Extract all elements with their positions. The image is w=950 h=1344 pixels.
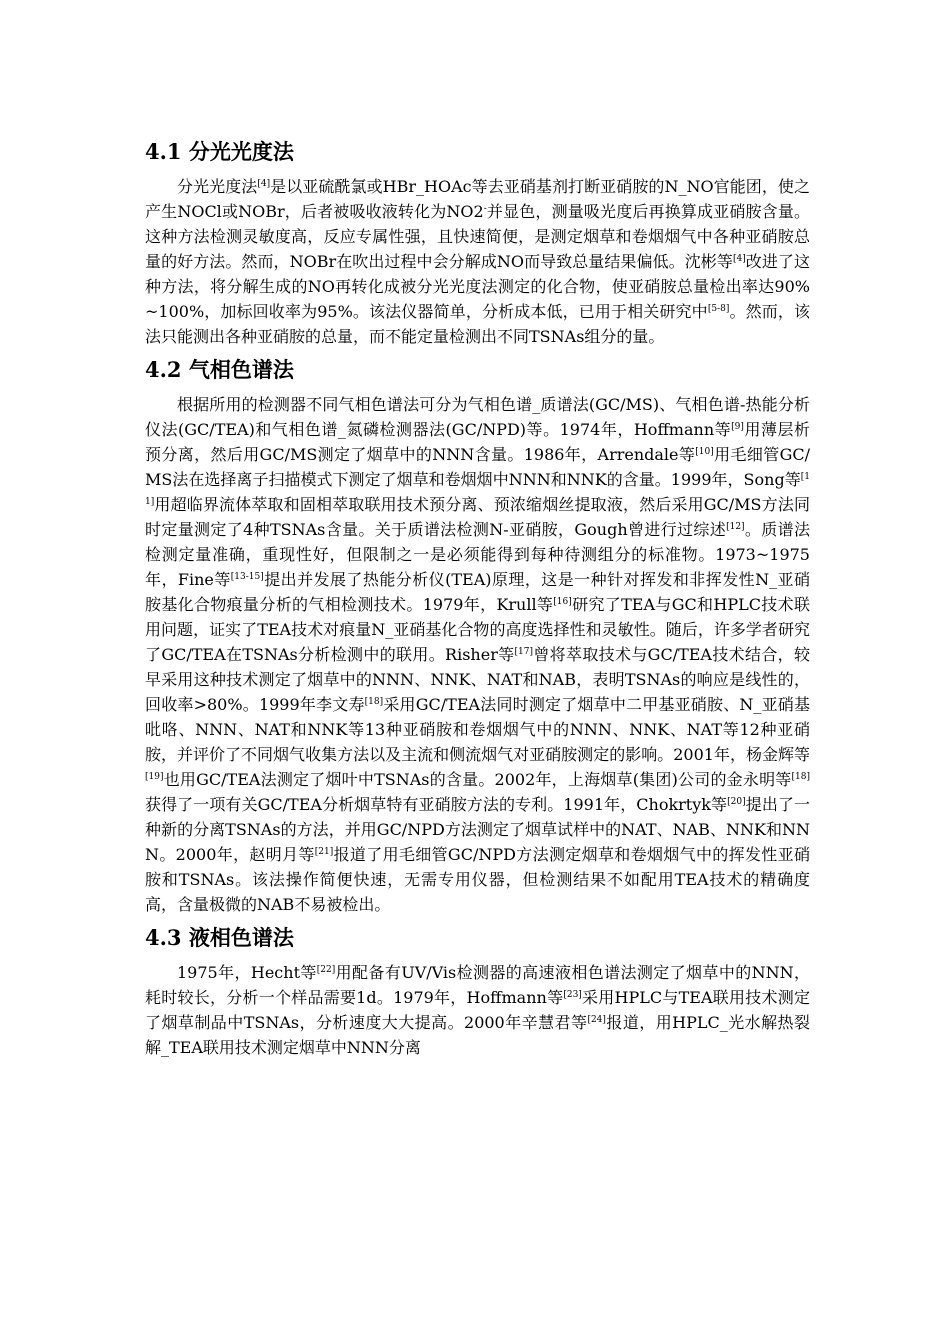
body-text: 是以亚硫酰氯或HBr_HOAc等去亚硝基剂打断亚硝胺的N_NO官能团，使之产生NOCl或NOBr，后者被吸收液转化为NO2 — [145, 177, 810, 221]
citation-ref: [9] — [731, 422, 744, 432]
citation-ref: [21] — [314, 847, 334, 857]
body-text: 研究了TEA与GC和HPLC技术联用问题，证实了TEA技术对痕量N_亚硝基化合物的高度选择性和灵敏性。随后，许多学者研究了GC/TEA在TSNAs分析检测中的联用。Risher等 — [145, 595, 810, 664]
body-text: 获得了一项有关GC/TEA分析烟草特有亚硝胺方法的专利。1991年，Chokrtyk等 — [145, 795, 728, 814]
body-text: 用薄层析预分离，然后用GC/MS测定了烟草中的NNN含量。1986年，Arrendale等 — [145, 420, 810, 464]
citation-ref: [5-8] — [707, 304, 730, 314]
citation-ref: [16] — [553, 597, 572, 607]
citation-ref: [18] — [791, 772, 810, 782]
body-text: 用配备有UV/Vis检测器的高速液相色谱法测定了烟草中的NNN，耗时较长，分析一个样品需要1d。1979年，Hoffmann等 — [145, 963, 810, 1007]
citation-ref: [20] — [727, 797, 746, 807]
body-text: 采用GC/TEA法同时测定了烟草中二甲基亚硝胺、N_亚硝基吡咯、NNN、NAT和NNK等13种亚硝胺和卷烟烟气中的NNN、NNK、NAT等12种亚硝胺，并评价了不同烟气收集方法以及主流和侧流烟气对亚硝胺测定的影响。2001年，杨金辉等 — [145, 695, 810, 764]
body-text: 也用GC/TEA法测定了烟叶中TSNAs的含量。2002年，上海烟草(集团)公司的金永明等 — [163, 770, 792, 789]
citation-ref: [22] — [316, 965, 336, 975]
citation-ref: [13-15] — [230, 572, 264, 582]
citation-ref: [4] — [732, 254, 746, 264]
body-text: 分光光度法 — [177, 177, 258, 196]
citation-ref: [23] — [563, 990, 582, 1000]
citation-ref: [4] — [257, 179, 271, 189]
body-text: 。质谱法检测定量准确，重现性好，但限制之一是必须能得到每种待测组分的标准物。1973~1975年，Fine等 — [145, 520, 810, 589]
document-body — [145, 136, 810, 1060]
body-text: 报道了用毛细管GC/NPD方法测定烟草和卷烟烟气中的挥发性亚硝胺和TSNAs。该法操作简便快速，无需专用仪器，但检测结果不如配用TEA技术的精确度高，含量极微的NAB不易被检出。 — [145, 845, 810, 914]
citation-ref: [10] — [695, 447, 714, 457]
body-text: 用超临界流体萃取和固相萃取联用技术预分离、预浓缩烟丝提取液，然后采用GC/MS方法同时定量测定了4种TSNAs含量。关于质谱法检测N-亚硝胺，Gough曾进行过综述 — [145, 495, 810, 539]
body-text: 1975年，Hecht等 — [177, 963, 317, 982]
citation-ref: [18] — [364, 697, 384, 707]
body-text: 报道，用HPLC_光水解热裂解_TEA联用技术测定烟草中NNN分离 — [145, 1013, 810, 1057]
citation-ref: [24] — [587, 1015, 606, 1025]
section-title-4-3: 4.3 液相色谱法 — [145, 925, 294, 950]
body-text: 根据所用的检测器不同气相色谱法可分为气相色谱_质谱法(GC/MS)、气相色谱-热能分析仪法(GC/TEA)和气相色谱_氮磷检测器法(GC/NPD)等。1974年，Hoffmann等 — [145, 395, 810, 439]
body-text: 提出并发展了热能分析仪(TEA)原理，这是一种针对挥发和非挥发性N_亚硝胺基化合物痕量分析的气相检测技术。1979年，Krull等 — [145, 570, 810, 614]
body-text: 用毛细管GC/MS法在选择离子扫描模式下测定了烟草和卷烟烟中NNN和NNK的含量。1999年，Song等 — [145, 445, 810, 489]
citation-ref: [19] — [145, 772, 164, 782]
citation-ref: - — [483, 204, 487, 214]
section-body-4-2 — [145, 392, 810, 917]
body-text: 采用HPLC与TEA联用技术测定了烟草制品中TSNAs，分析速度大大提高。2000年辛慧君等 — [145, 988, 810, 1032]
citation-ref: [17] — [514, 647, 533, 657]
section-body-4-3 — [145, 960, 810, 1060]
body-text: 并显色，测量吸光度后再换算成亚硝胺含量。这种方法检测灵敏度高，反应专属性强，且快速简便，是测定烟草和卷烟烟气中各种亚硝胺总量的好方法。然而，NOBr在吹出过程中会分解成NO而导致总量结果偏低。沈彬等 — [145, 202, 810, 271]
citation-ref: [11] — [145, 472, 810, 507]
body-text: 提出了一种新的分离TSNAs的方法，并用GC/NPD方法测定了烟草试样中的NAT、NAB、NNK和NNN。2000年，赵明月等 — [145, 795, 810, 864]
body-text: 改进了这种方法，将分解生成的NO再转化成被分光光度法测定的化合物，使亚硝胺总量检出率达90%~100%，加标回收率为95%。该法仪器简单，分析成本低，已用于相关研究中 — [145, 252, 810, 321]
section-body-4-1 — [145, 174, 810, 349]
body-text: 曾将萃取技术与GC/TEA技术结合，较早采用这种技术测定了烟草中的NNN、NNK、NAT和NAB，表明TSNAs的响应是线性的，回收率>80%。1999年李文寿 — [145, 645, 810, 714]
section-title-4-2: 4.2 气相色谱法 — [145, 357, 294, 382]
body-text: 。然而，该法只能测出各种亚硝胺的总量，而不能定量检测出不同TSNAs组分的量。 — [145, 302, 810, 346]
citation-ref: [12] — [726, 522, 745, 532]
section-title-4-1: 4.1 分光光度法 — [145, 139, 294, 164]
